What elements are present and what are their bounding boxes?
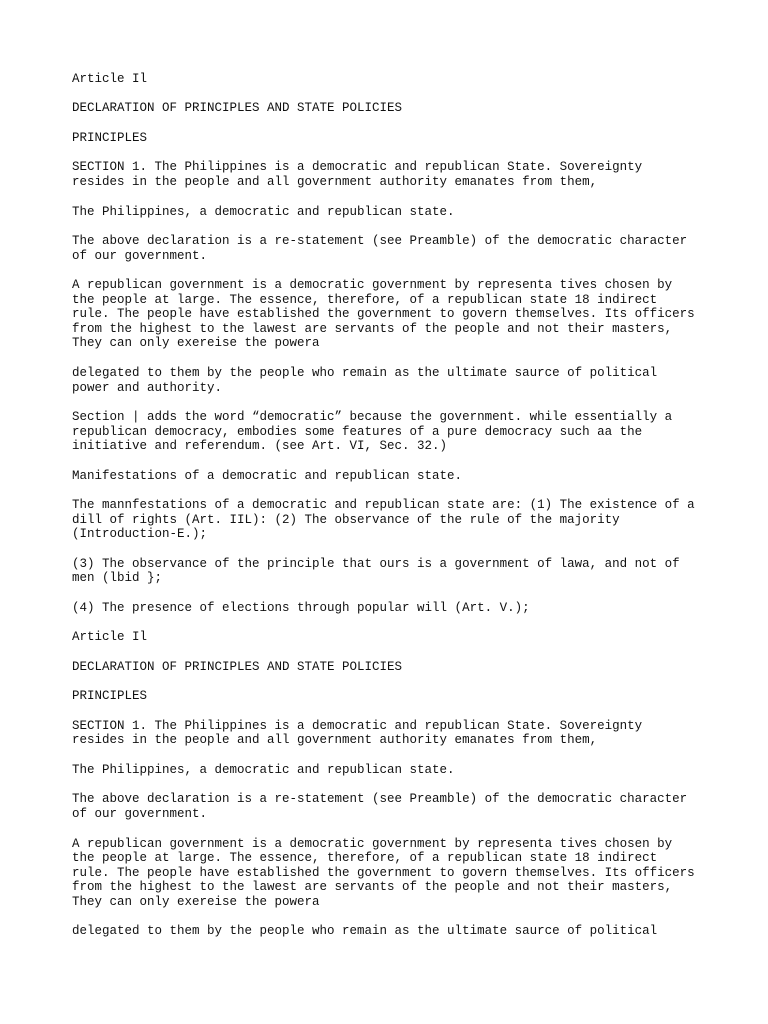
body-paragraph: A republican government is a democratic government by representa tives chosen by the people at large. The essence, therefore, of a republican state 18 indirect rule. The people have established the government to govern themselves. Its officers from the highest to the lawest are servants of the people and not their masters, They can only exereise the powera (72, 836, 695, 909)
article-heading: Article Il (72, 72, 148, 86)
subheading-republican-state: The Philippines, a democratic and republican state. (72, 204, 455, 219)
section-1-text: SECTION 1. The Philippines is a democratic and republican State. Sovereignty resides in the people and all government authority emanates from them, (72, 718, 643, 748)
subheading-manifestations: Manifestations of a democratic and republican state. (72, 468, 463, 483)
principles-heading: PRINCIPLES (72, 689, 148, 704)
body-paragraph: The above declaration is a re-statement (see Preamble) of the democratic character of our government. (72, 792, 688, 822)
article-heading: Article Il (72, 630, 148, 645)
body-paragraph: Section | adds the word “democratic” because the government. while essentially a republican democracy, embodies some features of a pure democracy such aa the initiative and referendum. (see Art. VI, Sec. 32.) (72, 410, 673, 454)
body-paragraph: (3) The observance of the principle that ours is a government of lawa, and not of men (lbid }; (72, 556, 680, 586)
subheading-republican-state: The Philippines, a democratic and republican state. (72, 762, 455, 777)
body-paragraph: The mannfestations of a democratic and republican state are: (1) The existence of a dill of rights (Art. IIL): (2) The observance of the rule of the majority (Introduction-E.); (72, 498, 695, 542)
body-paragraph: delegated to them by the people who remain as the ultimate saurce of political power and authority. (72, 365, 658, 395)
body-paragraph: The above declaration is a re-statement (see Preamble) of the democratic character of our government. (72, 234, 688, 263)
section-1-text: SECTION 1. The Philippines is a democratic and republican State. Sovereignty resides in the people and all government authority emanates from them, (72, 160, 643, 190)
principles-heading: PRINCIPLES (72, 130, 148, 145)
body-paragraph: (4) The presence of elections through popular will (Art. V.); (72, 600, 530, 615)
declaration-heading: DECLARATION OF PRINCIPLES AND STATE POLICIES (72, 101, 403, 116)
document-page (72, 72, 712, 954)
body-paragraph: delegated to them by the people who remain as the ultimate saurce of political (72, 924, 658, 939)
body-paragraph: A republican government is a democratic government by representa tives chosen by the people at large. The essence, therefore, of a republican state 18 indirect rule. The people have established the government to govern themselves. Its officers from the highest to the lawest are servants of the people and not their masters, They can only exereise the powera (72, 278, 695, 351)
declaration-heading: DECLARATION OF PRINCIPLES AND STATE POLICIES (72, 659, 403, 674)
